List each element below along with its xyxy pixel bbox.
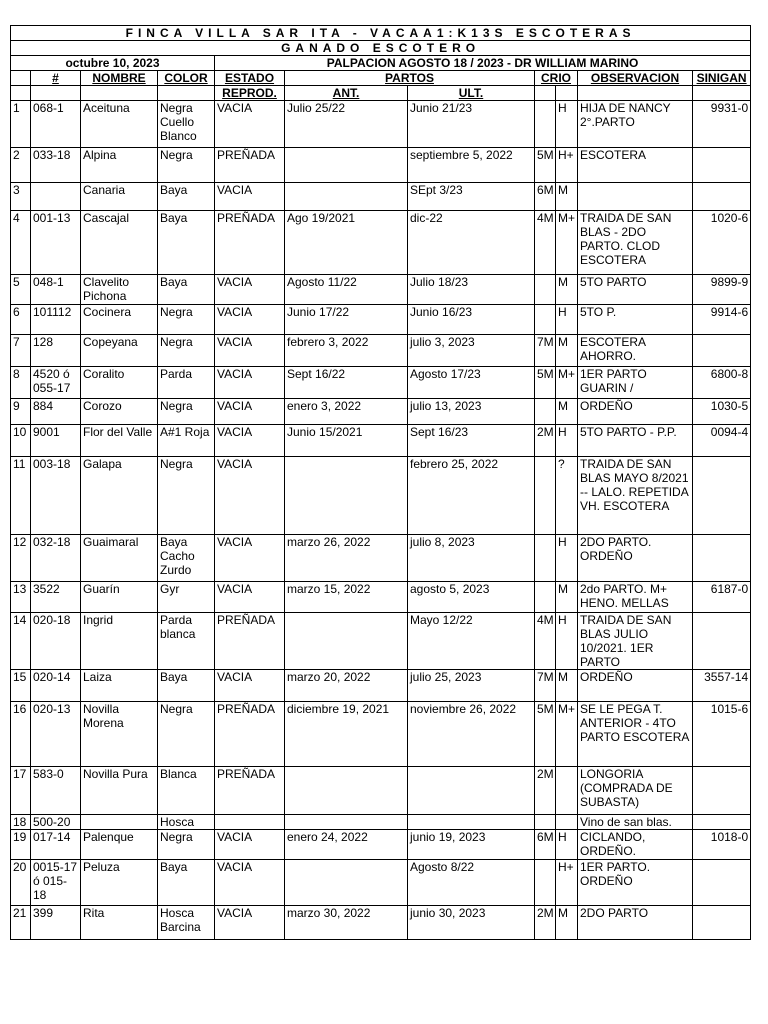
cell-parto-ant: marzo 30, 2022 [285,906,408,940]
cell-color: Negra [158,830,215,860]
cell-nombre: Galapa [81,457,158,535]
cell-color: A#1 Roja [158,425,215,457]
cell-nombre: Cascajal [81,211,158,275]
cell-sinigan [693,767,751,815]
cell-meses [535,457,556,535]
cell-nombre: Palenque [81,830,158,860]
table-row [11,767,751,815]
cell-estado: PREÑADA [215,211,285,275]
cell-estado: PREÑADA [215,613,285,670]
cell-nombre: Canaria [81,183,158,211]
cell-parto-ult: Agosto 8/22 [408,860,535,906]
header-blank [556,86,578,101]
cell-estado: VACIA [215,457,285,535]
cell-observacion: ORDEÑO [578,399,693,425]
cell-observacion: TRAIDA DE SAN BLAS - 2DO PARTO. CLOD ESCOTERA [578,211,693,275]
cell-estado: VACIA [215,101,285,148]
table-row [11,101,751,148]
cell-meses: 5M [535,148,556,183]
cell-color: Baya Cacho Zurdo [158,535,215,582]
table-row [11,399,751,425]
cell-numero: 0015-17 ó 015-18 [31,860,81,906]
cell-estado: PREÑADA [215,702,285,767]
cell-nombre: Copeyana [81,335,158,367]
table-row [11,906,751,940]
cell-numero: 017-14 [31,830,81,860]
cell-sinigan: 3557-14 [693,670,751,702]
row-index: 7 [11,335,31,367]
sheet-date: octubre 10, 2023 [11,56,215,71]
cell-parto-ult: Sept 16/23 [408,425,535,457]
cell-sinigan: 9899-9 [693,275,751,305]
cell-estado: VACIA [215,305,285,335]
cell-sinigan: 6187-0 [693,582,751,613]
cell-sinigan: 9914-6 [693,305,751,335]
cell-parto-ant: marzo 15, 2022 [285,582,408,613]
cell-nombre: Laiza [81,670,158,702]
cell-meses: 2M [535,425,556,457]
sheet-title: FINCA VILLA SAR ITA - VACAA1:K13S ESCOTERAS [11,26,751,41]
cell-parto-ult: dic-22 [408,211,535,275]
cell-crio: M+ [556,211,578,275]
cell-numero: 128 [31,335,81,367]
cell-observacion: 1ER PARTO GUARIN / [578,367,693,399]
row-index: 4 [11,211,31,275]
header-blank [158,86,215,101]
cell-meses: 2M [535,906,556,940]
cell-parto-ant: diciembre 19, 2021 [285,702,408,767]
cell-parto-ant: Agosto 11/22 [285,275,408,305]
cell-estado: VACIA [215,535,285,582]
cell-observacion: 5TO PARTO [578,275,693,305]
row-index: 1 [11,101,31,148]
cell-crio [556,815,578,830]
cell-parto-ult: julio 13, 2023 [408,399,535,425]
cell-estado: VACIA [215,425,285,457]
cell-sinigan [693,335,751,367]
cell-numero: 399 [31,906,81,940]
cell-nombre: Ingrid [81,613,158,670]
cell-parto-ant: enero 3, 2022 [285,399,408,425]
header-blank [31,86,81,101]
cell-estado: VACIA [215,670,285,702]
cell-numero: 020-18 [31,613,81,670]
cell-meses: 4M [535,211,556,275]
cell-parto-ult: julio 8, 2023 [408,535,535,582]
cell-parto-ult: noviembre 26, 2022 [408,702,535,767]
cell-parto-ant [285,613,408,670]
cell-sinigan [693,860,751,906]
sheet-subtitle: GANADO ESCOTERO [11,41,751,56]
row-index: 21 [11,906,31,940]
cell-sinigan: 1015-6 [693,702,751,767]
title-row-1 [11,26,751,41]
date-row [11,56,751,71]
cell-observacion: HIJA DE NANCY 2°.PARTO [578,101,693,148]
table-row [11,335,751,367]
cell-crio: H [556,305,578,335]
cell-numero: 048-1 [31,275,81,305]
cell-estado: PREÑADA [215,148,285,183]
cell-observacion: 1ER PARTO. ORDEÑO [578,860,693,906]
cell-sinigan: 0094-4 [693,425,751,457]
table-row [11,670,751,702]
cell-color: Baya [158,183,215,211]
header-estado: ESTADO [215,71,285,86]
cell-color: Hosca Barcina [158,906,215,940]
cell-color: Blanca [158,767,215,815]
table-row [11,275,751,305]
cell-color: Negra Cuello Blanco [158,101,215,148]
table-row [11,148,751,183]
header-blank [535,86,556,101]
cell-nombre: Novilla Pura [81,767,158,815]
cell-estado: VACIA [215,183,285,211]
cell-meses [535,535,556,582]
table-row [11,183,751,211]
cell-estado [215,815,285,830]
cell-observacion: Vino de san blas. [578,815,693,830]
header-num: # [31,71,81,86]
cell-meses: 4M [535,613,556,670]
cell-nombre: Cocinera [81,305,158,335]
cell-crio: M [556,670,578,702]
cell-parto-ant: marzo 20, 2022 [285,670,408,702]
header-row-2 [11,86,751,101]
cell-parto-ant: marzo 26, 2022 [285,535,408,582]
cell-crio: H [556,425,578,457]
header-nombre: NOMBRE [81,71,158,86]
cell-parto-ant: Junio 15/2021 [285,425,408,457]
row-index: 18 [11,815,31,830]
header-reprod: REPROD. [215,86,285,101]
header-ant: ANT. [285,86,408,101]
cell-sinigan [693,906,751,940]
cell-meses [535,815,556,830]
row-index: 12 [11,535,31,582]
cell-meses [535,399,556,425]
cell-color: Negra [158,305,215,335]
cell-parto-ant: Sept 16/22 [285,367,408,399]
cell-estado: VACIA [215,275,285,305]
cell-crio: ? [556,457,578,535]
cell-meses [535,305,556,335]
row-index: 13 [11,582,31,613]
cell-parto-ult: Mayo 12/22 [408,613,535,670]
row-index: 20 [11,860,31,906]
cell-color: Negra [158,148,215,183]
cell-meses: 6M [535,830,556,860]
cell-parto-ult [408,767,535,815]
cell-parto-ant [285,767,408,815]
cell-observacion [578,183,693,211]
cell-numero: 4520 ó 055-17 [31,367,81,399]
cell-numero: 032-18 [31,535,81,582]
cell-parto-ult: Julio 18/23 [408,275,535,305]
cell-parto-ult: agosto 5, 2023 [408,582,535,613]
cell-color: Hosca [158,815,215,830]
row-index: 6 [11,305,31,335]
cell-observacion: ESCOTERA [578,148,693,183]
spreadsheet [10,25,750,940]
cell-sinigan [693,613,751,670]
cell-parto-ant [285,183,408,211]
cell-estado: VACIA [215,399,285,425]
title-row-2 [11,41,751,56]
row-index: 15 [11,670,31,702]
cell-nombre: Alpina [81,148,158,183]
cell-crio: M [556,183,578,211]
cattle-table [10,25,751,940]
cell-parto-ant [285,815,408,830]
cell-nombre: Rita [81,906,158,940]
header-sinigan: SINIGAN [693,71,751,86]
table-row [11,830,751,860]
header-blank [578,86,693,101]
cell-parto-ult: SEpt 3/23 [408,183,535,211]
cell-meses: 5M [535,702,556,767]
cell-parto-ant [285,860,408,906]
cell-parto-ult: junio 30, 2023 [408,906,535,940]
cell-sinigan: 1030-5 [693,399,751,425]
cell-nombre: Novilla Morena [81,702,158,767]
row-index: 5 [11,275,31,305]
cell-color: Parda blanca [158,613,215,670]
cell-crio: H+ [556,860,578,906]
cell-crio: M [556,275,578,305]
cell-estado: VACIA [215,860,285,906]
table-row [11,211,751,275]
table-row [11,535,751,582]
cell-color: Negra [158,335,215,367]
cell-observacion: CICLANDO, ORDEÑO. [578,830,693,860]
row-index: 11 [11,457,31,535]
cell-sinigan [693,457,751,535]
cell-crio [556,767,578,815]
cell-observacion: TRAIDA DE SAN BLAS MAYO 8/2021 -- LALO. REPETIDA VH. ESCOTERA [578,457,693,535]
cell-observacion: ESCOTERA AHORRO. [578,335,693,367]
cell-numero: 884 [31,399,81,425]
row-index: 9 [11,399,31,425]
header-blank [11,71,31,86]
cell-numero: 500-20 [31,815,81,830]
header-observacion: OBSERVACION [578,71,693,86]
row-index: 19 [11,830,31,860]
cell-crio: H [556,830,578,860]
cell-parto-ult: febrero 25, 2022 [408,457,535,535]
header-row-1 [11,71,751,86]
cell-color: Baya [158,670,215,702]
cell-observacion: 5TO P. [578,305,693,335]
cell-crio: M+ [556,367,578,399]
table-row [11,367,751,399]
cell-meses [535,275,556,305]
cell-numero: 001-13 [31,211,81,275]
cell-parto-ult: septiembre 5, 2022 [408,148,535,183]
cell-parto-ult: julio 25, 2023 [408,670,535,702]
cell-nombre: Peluza [81,860,158,906]
cell-numero: 101112 [31,305,81,335]
cell-parto-ant: febrero 3, 2022 [285,335,408,367]
cell-color: Baya [158,211,215,275]
cell-numero: 3522 [31,582,81,613]
cell-crio: H [556,101,578,148]
cell-numero: 020-14 [31,670,81,702]
table-row [11,702,751,767]
table-row [11,305,751,335]
cell-nombre: Guaimaral [81,535,158,582]
cell-sinigan: 1018-0 [693,830,751,860]
cell-observacion: 2DO PARTO. ORDEÑO [578,535,693,582]
cell-color: Negra [158,702,215,767]
cell-observacion: LONGORIA (COMPRADA DE SUBASTA) [578,767,693,815]
cell-meses: 7M [535,335,556,367]
header-blank [11,86,31,101]
table-row [11,815,751,830]
row-index: 17 [11,767,31,815]
header-partos: PARTOS [285,71,535,86]
cell-nombre: Flor del Valle [81,425,158,457]
cell-crio: M [556,582,578,613]
row-index: 2 [11,148,31,183]
cell-crio: H+ [556,148,578,183]
cell-estado: VACIA [215,335,285,367]
cell-color: Baya [158,275,215,305]
cell-sinigan: 9931-0 [693,101,751,148]
cell-parto-ant: Junio 17/22 [285,305,408,335]
cell-meses [535,582,556,613]
cell-estado: VACIA [215,367,285,399]
cell-nombre: Aceituna [81,101,158,148]
cell-sinigan: 6800-8 [693,367,751,399]
palpacion-heading: PALPACION AGOSTO 18 / 2023 - DR WILLIAM MARINO [215,56,751,71]
cell-sinigan [693,535,751,582]
cell-crio: M+ [556,702,578,767]
cell-estado: VACIA [215,582,285,613]
row-index: 16 [11,702,31,767]
cell-parto-ant: enero 24, 2022 [285,830,408,860]
cell-numero: 9001 [31,425,81,457]
cell-meses: 2M [535,767,556,815]
row-index: 10 [11,425,31,457]
cell-numero: 033-18 [31,148,81,183]
table-body [11,26,751,940]
cell-parto-ult [408,815,535,830]
cell-parto-ult: Junio 21/23 [408,101,535,148]
cell-color: Negra [158,457,215,535]
cell-sinigan [693,815,751,830]
cell-numero: 583-0 [31,767,81,815]
cell-meses: 7M [535,670,556,702]
cell-nombre: Clavelito Pichona [81,275,158,305]
cell-estado: VACIA [215,830,285,860]
cell-parto-ult: Agosto 17/23 [408,367,535,399]
cell-parto-ant: Julio 25/22 [285,101,408,148]
cell-crio: M [556,335,578,367]
cell-estado: VACIA [215,906,285,940]
cell-numero: 003-18 [31,457,81,535]
cell-numero: 068-1 [31,101,81,148]
cell-sinigan [693,148,751,183]
header-crio: CRIO [535,71,578,86]
row-index: 3 [11,183,31,211]
cell-crio: H [556,613,578,670]
cell-meses: 6M [535,183,556,211]
row-index: 14 [11,613,31,670]
cell-observacion: 5TO PARTO - P.P. [578,425,693,457]
cell-parto-ant [285,148,408,183]
cell-crio: M [556,906,578,940]
cell-parto-ult: junio 19, 2023 [408,830,535,860]
cell-meses [535,860,556,906]
cell-nombre: Corozo [81,399,158,425]
cell-numero: 020-13 [31,702,81,767]
cell-parto-ant [285,457,408,535]
cell-nombre [81,815,158,830]
cell-meses [535,101,556,148]
cell-parto-ant: Ago 19/2021 [285,211,408,275]
header-ult: ULT. [408,86,535,101]
cell-color: Gyr [158,582,215,613]
cell-parto-ult: julio 3, 2023 [408,335,535,367]
table-row [11,613,751,670]
header-blank [81,86,158,101]
cell-parto-ult: Junio 16/23 [408,305,535,335]
row-index: 8 [11,367,31,399]
cell-color: Negra [158,399,215,425]
cell-observacion: SE LE PEGA T. ANTERIOR - 4TO PARTO ESCOTERA [578,702,693,767]
cell-numero [31,183,81,211]
cell-observacion: 2DO PARTO [578,906,693,940]
table-row [11,860,751,906]
table-row [11,457,751,535]
table-row [11,425,751,457]
cell-crio: H [556,535,578,582]
cell-sinigan [693,183,751,211]
cell-sinigan: 1020-6 [693,211,751,275]
cell-color: Baya [158,860,215,906]
header-blank [693,86,751,101]
cell-observacion: TRAIDA DE SAN BLAS JULIO 10/2021. 1ER PARTO [578,613,693,670]
cell-observacion: 2do PARTO. M+ HENO. MELLAS [578,582,693,613]
cell-observacion: ORDEÑO [578,670,693,702]
cell-nombre: Guarín [81,582,158,613]
cell-color: Parda [158,367,215,399]
cell-estado: PREÑADA [215,767,285,815]
cell-meses: 5M [535,367,556,399]
header-color: COLOR [158,71,215,86]
cell-nombre: Coralito [81,367,158,399]
table-row [11,582,751,613]
cell-crio: M [556,399,578,425]
